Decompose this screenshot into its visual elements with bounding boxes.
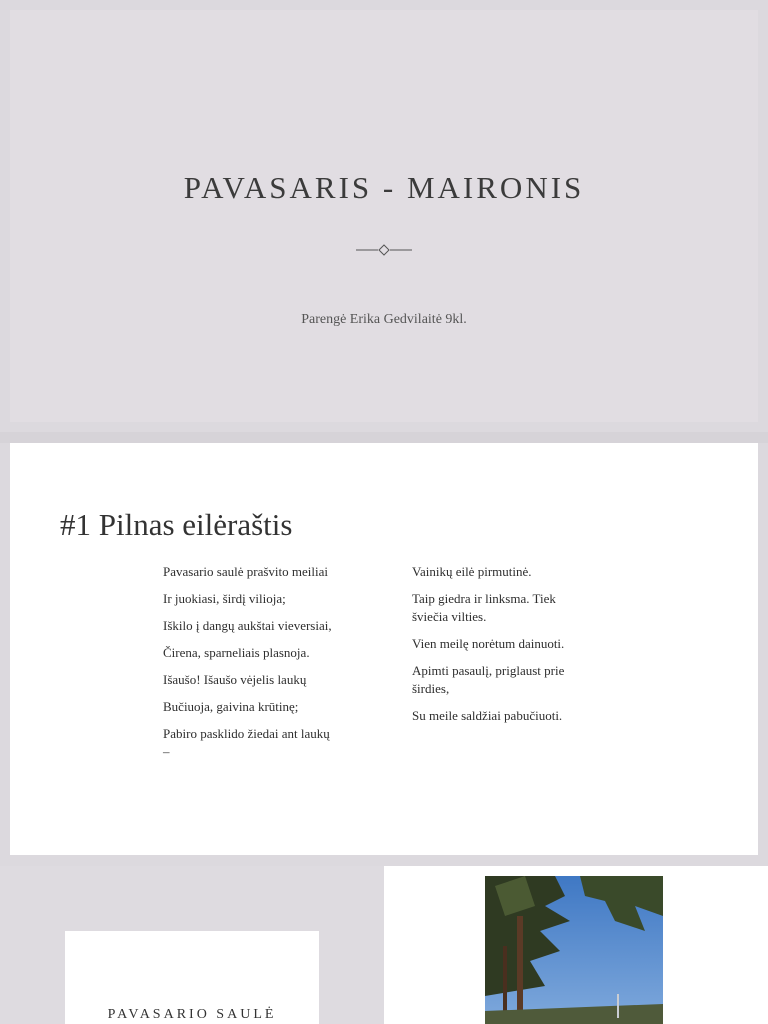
poem-line: Bučiuoja, gaivina krūtinę; xyxy=(163,699,299,714)
ornament-divider-icon xyxy=(356,242,412,258)
poem-column-right xyxy=(412,563,582,734)
poem-slide-title: #1 Pilnas eilėraštis xyxy=(60,507,293,542)
poem-line: Taip giedra ir linksma. Tiek šviečia vilties. xyxy=(412,591,556,624)
title-slide xyxy=(10,10,758,422)
poem-slide xyxy=(10,443,758,855)
author-subtitle: Parengė Erika Gedvilaitė 9kl. xyxy=(301,312,467,327)
poem-line: Čirena, sparneliais plasnoja. xyxy=(163,645,310,660)
poem-line: Išaušo! Išaušo vėjelis laukų xyxy=(163,672,307,687)
poem-line: Vainikų eilė pirmutinė. xyxy=(412,564,532,579)
slide-separator xyxy=(0,432,768,443)
section-slide xyxy=(0,866,384,1024)
poem-line: Pabiro pasklido žiedai ant laukų – xyxy=(163,726,330,759)
poem-line: Apimti pasaulį, priglaust prie širdies, xyxy=(412,663,565,696)
pine-tree-photo-icon xyxy=(485,876,663,1024)
poem-line: Su meile saldžiai pabučiuoti. xyxy=(412,708,563,723)
presentation-title: PAVASARIS - MAIRONIS xyxy=(183,170,585,205)
section-title: PAVASARIO SAULĖ xyxy=(107,1007,277,1022)
poem-line: Pavasario saulė prašvito meiliai xyxy=(163,564,328,579)
poem-line: Vien meilę norėtum dainuoti. xyxy=(412,636,565,651)
poem-line: Iškilo į dangų aukštai vieversiai, xyxy=(163,618,332,633)
poem-column-left xyxy=(163,563,333,770)
poem-line: Ir juokiasi, širdį vilioja; xyxy=(163,591,286,606)
section-title-card xyxy=(65,931,319,1024)
photo-slide xyxy=(384,866,768,1024)
